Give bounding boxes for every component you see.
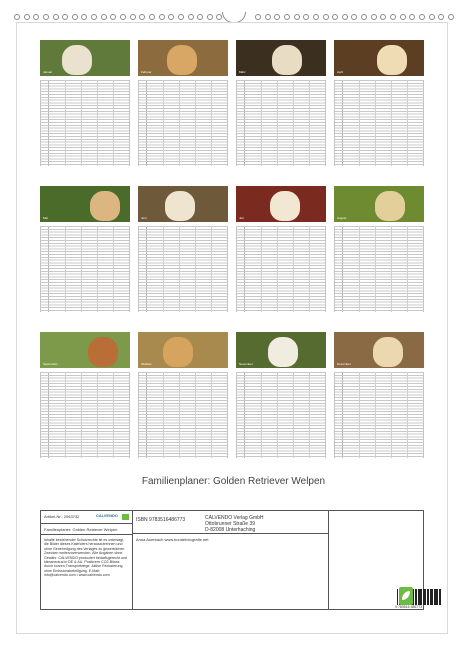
planner-column-divider <box>195 226 196 312</box>
binding-ring <box>294 14 300 20</box>
binding-ring <box>159 14 165 20</box>
puppy-photo <box>334 332 424 368</box>
month-label: August <box>337 216 347 220</box>
planner-column-divider <box>391 80 392 166</box>
puppy-photo <box>40 40 130 76</box>
planner-column-divider <box>97 80 98 166</box>
month-label: April <box>337 70 344 74</box>
binding-ring <box>139 14 145 20</box>
puppy-figure <box>373 337 403 367</box>
binding-ring <box>120 14 126 20</box>
planner-column-divider <box>179 226 180 312</box>
planner-column-divider <box>97 372 98 458</box>
month-label: November <box>239 362 253 366</box>
puppy-figure <box>270 191 300 221</box>
binding-ring <box>178 14 184 20</box>
puppy-figure <box>167 45 197 75</box>
legal-text: Inhalte bestehender Schutzrechte ist es untersagt, die Bilder dieses Kalenders herauszutrennen und ohne Genehmigung des Verlages zu gewerblichen Zwecken weiterzuverwenden. Alle Angaben ohne Gewähr. CALVENDO produziert bedarfsgerecht und klimaneutral in DE & AU. Positivere CO2-Bilanz durch kurzen Transportwege. Aktive Reduzierung ohne Emissionsbeteiligung. E-Mail: info@calvendo.com • www.calvendo.com <box>44 538 127 578</box>
planner-column-divider <box>195 372 196 458</box>
month-block <box>334 40 424 166</box>
binding-ring <box>265 14 271 20</box>
article-number: Artikel-Nr.: 2063732 <box>44 514 80 519</box>
planner-grid <box>334 372 424 458</box>
month-label: September <box>43 362 58 366</box>
binding-ring <box>284 14 290 20</box>
planner-column-divider <box>195 80 196 166</box>
binding-ring <box>255 14 261 20</box>
calendar-title: Familienplaner: Golden Retriever Welpen <box>141 476 326 487</box>
planner-column-divider <box>113 80 114 166</box>
binding-ring <box>361 14 367 20</box>
binding-ring <box>24 14 30 20</box>
planner-column-divider <box>81 80 82 166</box>
puppy-figure <box>268 337 298 367</box>
planner-column-divider <box>113 372 114 458</box>
binding-ring <box>380 14 386 20</box>
puppy-figure <box>62 45 92 75</box>
binding-ring <box>438 14 444 20</box>
binding-ring <box>409 14 415 20</box>
binding-ring <box>342 14 348 20</box>
binding-ring <box>274 14 280 20</box>
binding-ring <box>400 14 406 20</box>
month-block <box>40 40 130 166</box>
binding-ring <box>91 14 97 20</box>
puppy-photo <box>40 332 130 368</box>
planner-column-divider <box>293 226 294 312</box>
planner-column-divider <box>261 372 262 458</box>
planner-grid <box>138 372 228 458</box>
planner-column-divider <box>211 372 212 458</box>
planner-column-divider <box>407 226 408 312</box>
puppy-photo <box>138 186 228 222</box>
planner-column-divider <box>81 372 82 458</box>
planner-grid <box>334 80 424 166</box>
planner-grid <box>40 80 130 166</box>
puppy-photo <box>138 332 228 368</box>
planner-column-divider <box>179 372 180 458</box>
binding-ring <box>188 14 194 20</box>
binding-ring <box>81 14 87 20</box>
planner-column-divider <box>261 80 262 166</box>
binding-ring <box>323 14 329 20</box>
planner-column-divider <box>359 372 360 458</box>
puppy-figure <box>272 45 302 75</box>
planner-column-divider <box>293 80 294 166</box>
planner-grid <box>138 80 228 166</box>
binding-ring <box>62 14 68 20</box>
planner-column-divider <box>65 372 66 458</box>
binding-ring <box>419 14 425 20</box>
binding-ring <box>313 14 319 20</box>
puppy-figure <box>90 191 120 221</box>
puppy-photo <box>236 332 326 368</box>
month-label: Januar <box>43 70 53 74</box>
planner-column-divider <box>375 80 376 166</box>
binding-ring <box>110 14 116 20</box>
planner-column-divider <box>277 226 278 312</box>
planner-column-divider <box>407 372 408 458</box>
puppy-photo <box>236 40 326 76</box>
month-label: Juni <box>141 216 147 220</box>
month-block <box>138 332 228 458</box>
planner-column-divider <box>211 80 212 166</box>
puppy-photo <box>40 186 130 222</box>
planner-column-divider <box>277 80 278 166</box>
planner-column-divider <box>65 226 66 312</box>
planner-column-divider <box>163 80 164 166</box>
binding-ring <box>207 14 213 20</box>
month-block <box>334 186 424 312</box>
month-label: Juli <box>239 216 244 220</box>
planner-column-divider <box>391 226 392 312</box>
planner-column-divider <box>375 372 376 458</box>
planner-column-divider <box>81 226 82 312</box>
planner-column-divider <box>293 372 294 458</box>
month-block <box>236 186 326 312</box>
planner-grid <box>138 226 228 312</box>
month-block <box>138 40 228 166</box>
month-block <box>40 332 130 458</box>
binding-ring <box>448 14 454 20</box>
planner-column-divider <box>211 226 212 312</box>
planner-column-divider <box>277 372 278 458</box>
planner-column-divider <box>97 226 98 312</box>
puppy-figure <box>163 337 193 367</box>
planner-column-divider <box>261 226 262 312</box>
puppy-figure <box>165 191 195 221</box>
planner-column-divider <box>179 80 180 166</box>
planner-grid <box>40 372 130 458</box>
barcode-bar <box>440 589 441 605</box>
planner-column-divider <box>309 226 310 312</box>
planner-grid <box>236 226 326 312</box>
binding-ring <box>72 14 78 20</box>
planner-grid <box>40 226 130 312</box>
puppy-figure <box>88 337 118 367</box>
month-block <box>138 186 228 312</box>
planner-column-divider <box>359 226 360 312</box>
binding-ring <box>371 14 377 20</box>
month-label: Oktober <box>141 362 152 366</box>
info-column-right <box>329 511 423 609</box>
binding-ring <box>43 14 49 20</box>
planner-column-divider <box>309 80 310 166</box>
month-label: Februar <box>141 70 152 74</box>
binding-ring <box>303 14 309 20</box>
month-block <box>236 332 326 458</box>
publisher-city: D-82008 Unterhaching <box>205 527 256 533</box>
publisher-street: Ottobrunner Straße 39 <box>205 521 256 527</box>
planner-column-divider <box>375 226 376 312</box>
planner-column-divider <box>359 80 360 166</box>
binding-ring <box>168 14 174 20</box>
binding-ring <box>332 14 338 20</box>
brand-logo: CALVENDO <box>95 513 118 518</box>
publisher-name: CALVENDO Verlag GmbH <box>205 515 264 521</box>
month-block <box>40 186 130 312</box>
planner-column-divider <box>113 226 114 312</box>
planner-column-divider <box>391 372 392 458</box>
binding-ring <box>429 14 435 20</box>
info-column-left <box>41 511 133 609</box>
eco-leaf-icon <box>399 587 413 605</box>
planner-grid <box>236 80 326 166</box>
planner-column-divider <box>65 80 66 166</box>
month-label: März <box>239 70 246 74</box>
calendar-subtitle: Familienplaner: Golden Retriever Welpen <box>44 527 118 532</box>
planner-column-divider <box>407 80 408 166</box>
binding-ring <box>149 14 155 20</box>
binding-ring <box>390 14 396 20</box>
isbn: ISBN 9783516486773 <box>136 517 186 523</box>
binding-ring <box>53 14 59 20</box>
month-label: Mai <box>43 216 48 220</box>
puppy-photo <box>236 186 326 222</box>
month-label: Dezember <box>337 362 351 366</box>
barcode-number: 9 783516 486773 <box>395 605 423 609</box>
planner-grid <box>236 372 326 458</box>
binding-ring <box>351 14 357 20</box>
brand-logo-icon <box>122 514 129 520</box>
planner-column-divider <box>309 372 310 458</box>
binding-ring <box>14 14 20 20</box>
planner-column-divider <box>163 372 164 458</box>
month-block <box>334 332 424 458</box>
puppy-photo <box>334 186 424 222</box>
author-credit: Anna Auerbach www.hundefotografie.net <box>136 537 209 542</box>
binding-ring <box>33 14 39 20</box>
info-column-middle <box>133 511 329 609</box>
planner-grid <box>334 226 424 312</box>
puppy-figure <box>375 191 405 221</box>
info-box <box>40 510 424 610</box>
planner-column-divider <box>163 226 164 312</box>
puppy-photo <box>334 40 424 76</box>
binding-ring <box>130 14 136 20</box>
month-block <box>236 40 326 166</box>
binding-ring <box>197 14 203 20</box>
puppy-photo <box>138 40 228 76</box>
puppy-figure <box>377 45 407 75</box>
binding-ring <box>101 14 107 20</box>
